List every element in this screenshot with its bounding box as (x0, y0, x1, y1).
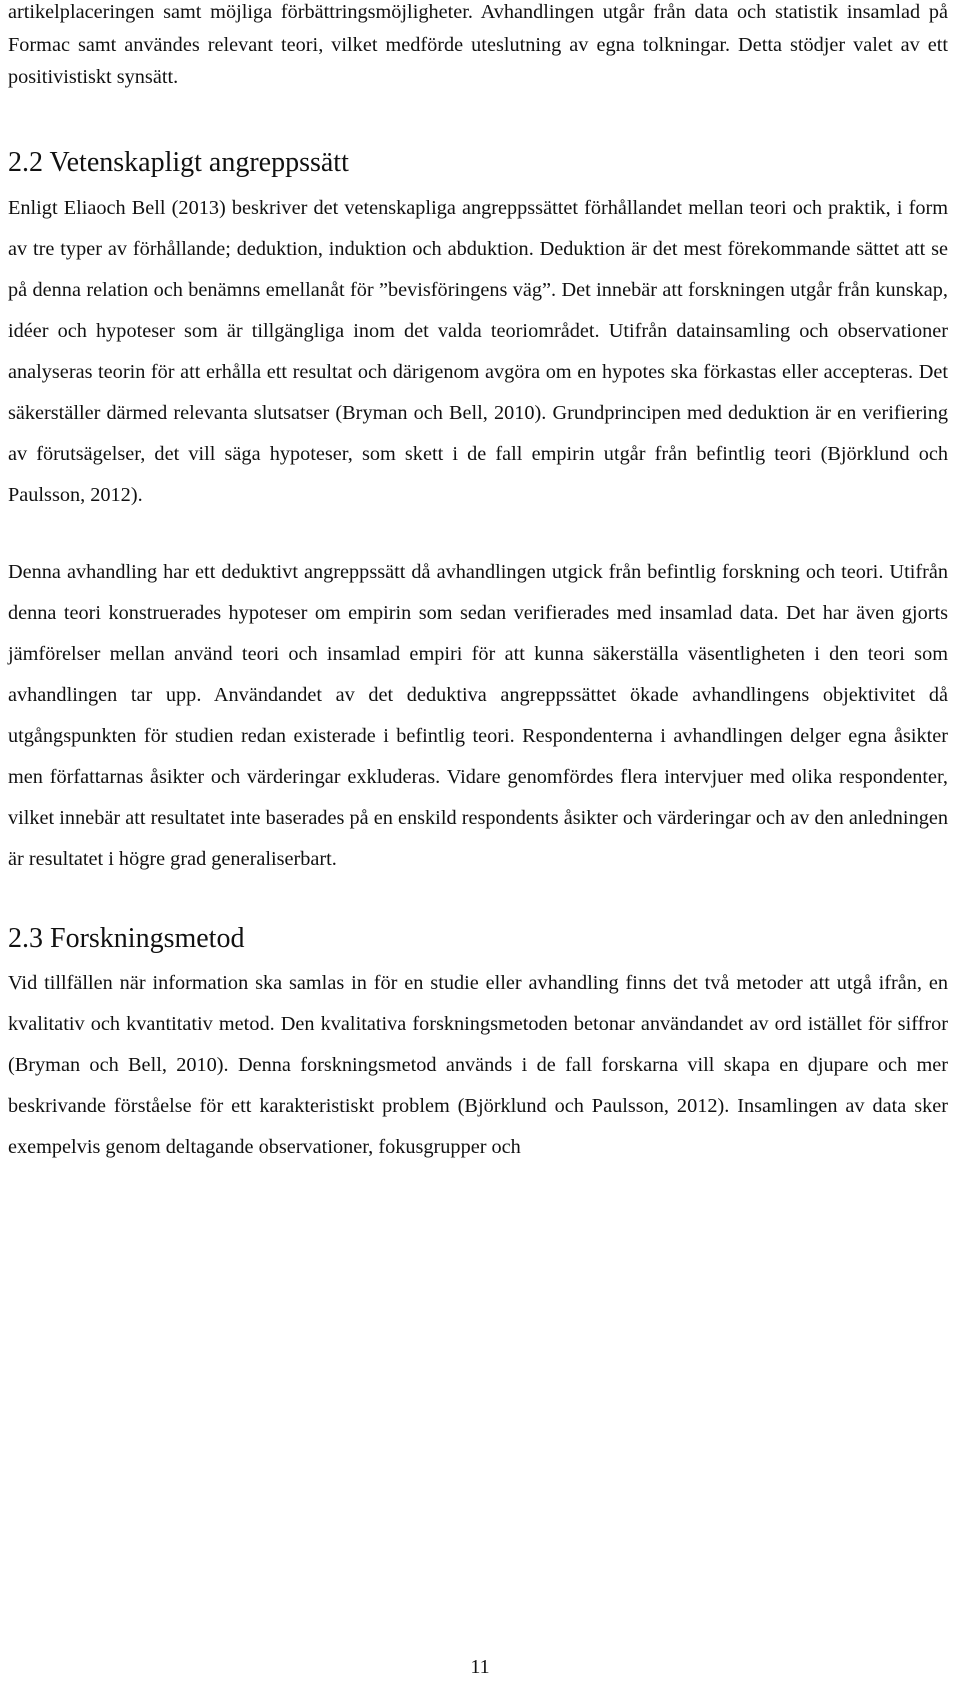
page-content (8, 0, 948, 1168)
section-2-3-paragraph-1: Vid tillfällen när information ska samlas in för en studie eller avhandling finns det två metoder att utgå ifrån, en kvalitativ och kvantitativ metod. Den kvalitativa forskningsmetoden betonar användandet av ord istället för siffror (Bryman och Bell, 2010). Denna forskningsmetod används i de fall forskarna vill skapa en djupare och mer beskrivande förståelse för ett karakteristiskt problem (Björklund och Paulsson, 2012). Insamlingen av data sker exempelvis genom deltagande observationer, fokusgrupper och (8, 971, 948, 1158)
section-2-2-paragraph-2: Denna avhandling har ett deduktivt angreppssätt då avhandlingen utgick från befintlig forskning och teori. Utifrån denna teori konstruerades hypoteser om empirin som sedan verifierades med insamlad data. Det har även gjorts jämförelser mellan använd teori och insamlad empiri för att kunna säkerställa väsentligheten i den teori som avhandlingen tar upp. Användandet av det deduktiva angreppssättet ökade avhandlingens objektivitet då utgångspunkten för studien redan existerade i befintlig teori. Respondenterna i avhandlingen delger egna åsikter men författarnas åsikter och värderingar exkluderas. Vidare genomfördes flera intervjuer med olika respondenter, vilket innebär att resultatet inte baserades på en enskild respondents åsikter och värderingar och av den anledningen är resultatet i högre grad generaliserbart. (8, 560, 948, 870)
section-heading-2-2: 2.2 Vetenskapligt angreppssätt (8, 146, 349, 178)
intro-paragraph: artikelplaceringen samt möjliga förbättringsmöjligheter. Avhandlingen utgår från data och statistik insamlad på Formac samt användes relevant teori, vilket medförde uteslutning av egna tolkningar. Detta stödjer valet av ett positivistiskt synsätt. (8, 1, 948, 88)
page-number: 11 (470, 1656, 490, 1678)
section-heading-2-3: 2.3 Forskningsmetod (8, 922, 245, 954)
section-2-2-paragraph-1: Enligt Eliaoch Bell (2013) beskriver det vetenskapliga angreppssättet förhållandet mellan teori och praktik, i form av tre typer av förhållande; deduktion, induktion och abduktion. Deduktion är det mest förekommande sättet att se på denna relation och benämns emellanåt för ”bevisföringens väg”. Det innebär att forskningen utgår från kunskap, idéer och hypoteser som är tillgängliga inom det valda teoriområdet. Utifrån datainsamling och observationer analyseras teorin för att erhålla ett resultat och därigenom avgöra om en hypotes ska förkastas eller accepteras. Det säkerställer därmed relevanta slutsatser (Bryman och Bell, 2010). Grundprincipen med deduktion är en verifiering av förutsägelser, det vill säga hypoteser, som skett i de fall empirin utgår från befintlig teori (Björklund och Paulsson, 2012). (8, 196, 948, 506)
